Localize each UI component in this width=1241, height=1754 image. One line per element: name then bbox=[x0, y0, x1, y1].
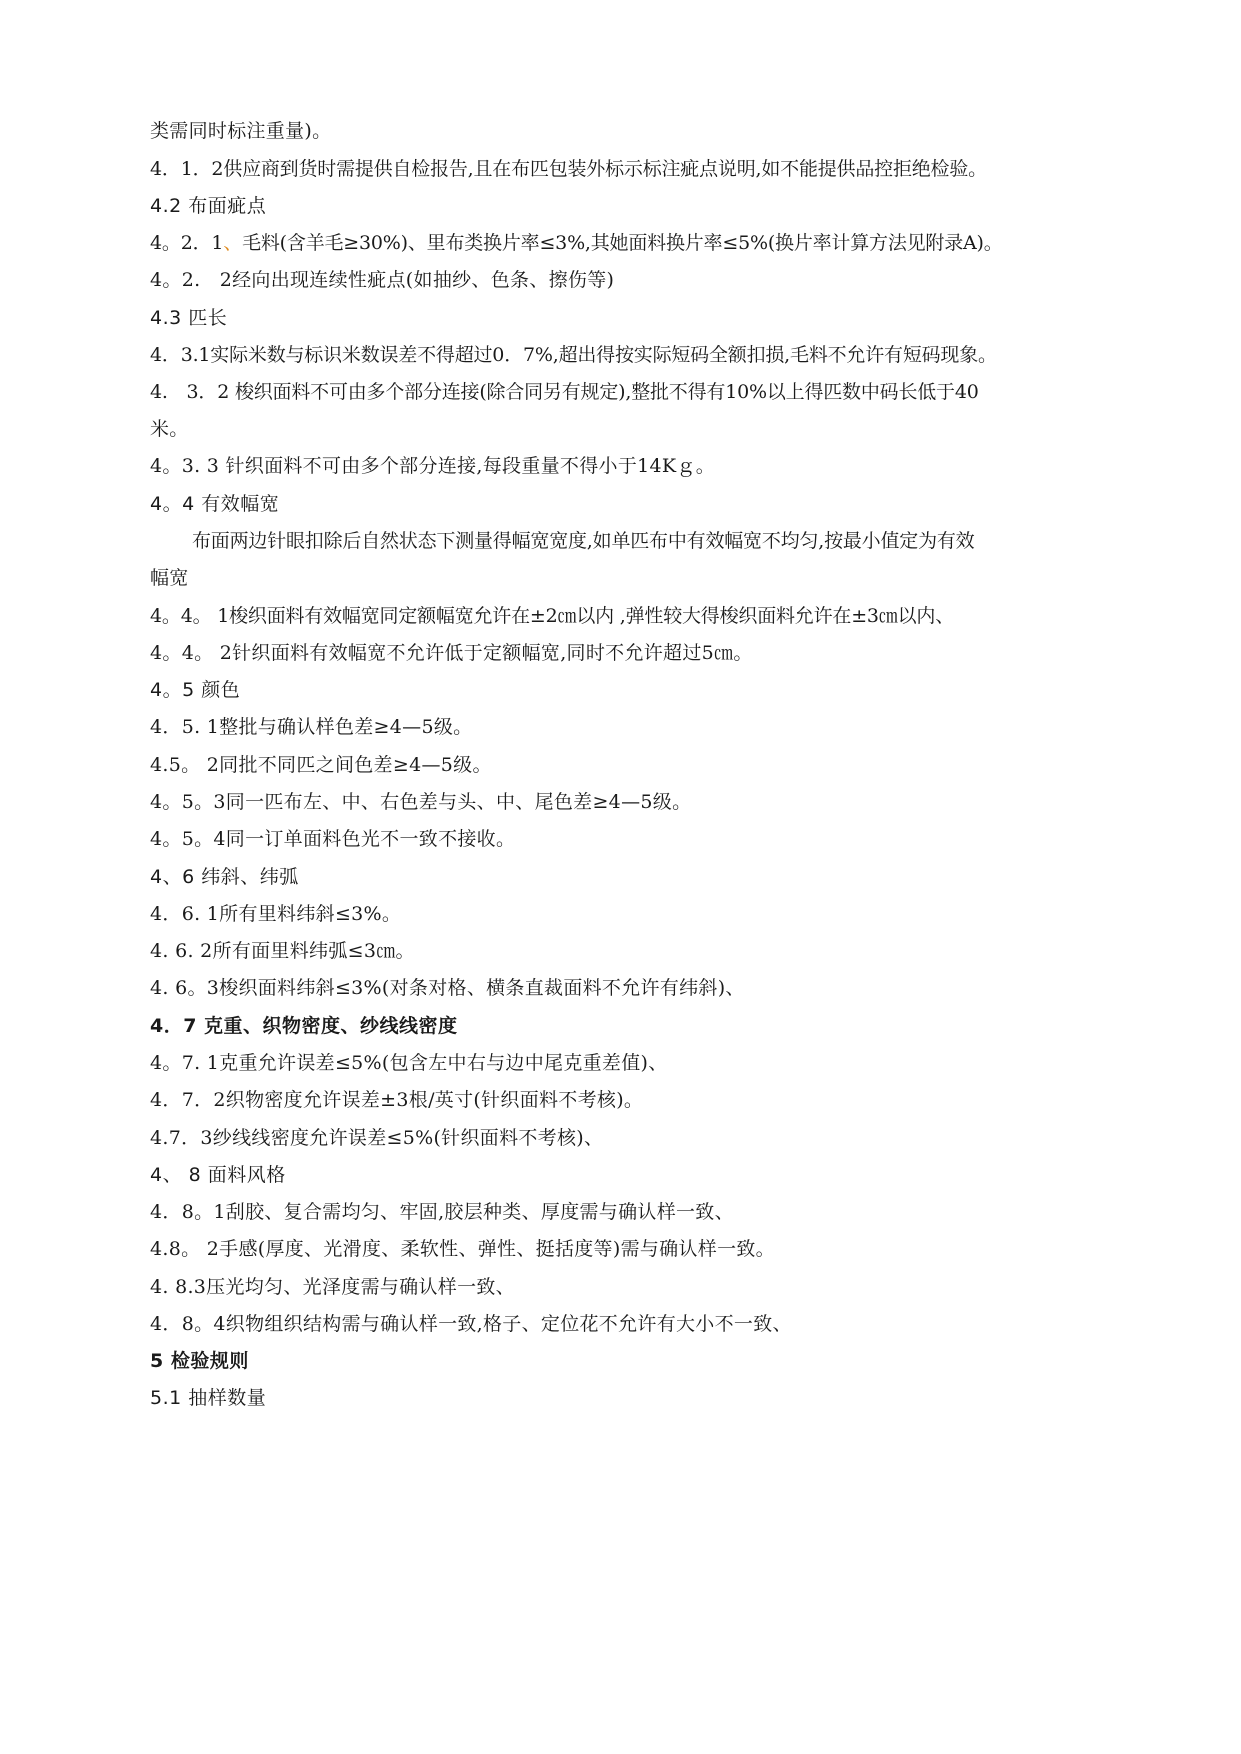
paragraph-4-4-intro: 布面两边针眼扣除后自然状态下测量得幅宽宽度,如单匹布中有效幅宽不均匀,按最小值定为有效 bbox=[192, 530, 975, 552]
clause-4-4-2: 4。4。 2针织面料有效幅宽不允许低于定额幅宽,同时不允许超过5㎝。 bbox=[150, 642, 753, 664]
heading-4-8-fabric-style: 4、 8 面料风格 bbox=[150, 1164, 286, 1186]
clause-4-2-1 bbox=[150, 230, 1130, 256]
heading-5-inspection-rules: 5 检验规则 bbox=[150, 1350, 249, 1372]
paragraph-4-4-intro-continuation: 幅宽 bbox=[150, 567, 189, 589]
clause-4-8-3: 4. 8.3压光均匀、光泽度需与确认样一致、 bbox=[150, 1276, 515, 1298]
clause-4-5-1: 4．5. 1整批与确认样色差≥4—5级。 bbox=[150, 716, 473, 738]
clause-4-2-1-text: 毛料(含羊毛≥30%)、里布类换片率≤3%,其她面料换片率≤5%(换片率计算方法见附录A)。 bbox=[242, 232, 1003, 254]
heading-4-7-weight-density: 4．7 克重、织物密度、纱线线密度 bbox=[150, 1015, 458, 1037]
heading-4-2-fabric-defects: 4.2 布面疵点 bbox=[150, 195, 267, 217]
clause-4-5-4: 4。5。4同一订单面料色光不一致不接收。 bbox=[150, 828, 516, 850]
clause-4-6-3: 4. 6。3梭织面料纬斜≤3%(对条对格、横条直裁面料不允许有纬斜)、 bbox=[150, 977, 745, 999]
clause-4-1-2: 4．1．2供应商到货时需提供自检报告,且在布匹包装外标示标注疵点说明,如不能提供品控拒绝检验。 bbox=[150, 158, 987, 180]
heading-4-4-effective-width: 4。4 有效幅宽 bbox=[150, 493, 280, 515]
text-line-continuation: 类需同时标注重量)。 bbox=[150, 120, 332, 142]
clause-4-3-2-continuation: 米。 bbox=[150, 418, 189, 440]
clause-4-2-1-number: 4。2．1 bbox=[150, 232, 224, 254]
clause-4-8-4: 4．8。4织物组织结构需与确认样一致,格子、定位花不允许有大小不一致、 bbox=[150, 1313, 792, 1335]
clause-4-5-3: 4。5。3同一匹布左、中、右色差与头、中、尾色差≥4—5级。 bbox=[150, 791, 692, 813]
clause-4-8-1: 4．8。1刮胶、复合需均匀、牢固,胶层种类、厚度需与确认样一致、 bbox=[150, 1201, 734, 1223]
heading-4-5-color: 4。5 颜色 bbox=[150, 679, 241, 701]
clause-4-2-2: 4。2. 2经向出现连续性疵点(如抽纱、色条、擦伤等) bbox=[150, 269, 615, 291]
heading-5-1-sample-quantity: 5.1 抽样数量 bbox=[150, 1387, 267, 1409]
clause-4-7-3: 4.7．3纱线线密度允许误差≤5%(针织面料不考核)、 bbox=[150, 1127, 604, 1149]
clause-4-6-1: 4．6. 1所有里料纬斜≤3%。 bbox=[150, 903, 402, 925]
clause-4-8-2: 4.8。 2手感(厚度、光滑度、柔软性、弹性、挺括度等)需与确认样一致。 bbox=[150, 1238, 775, 1260]
clause-4-3-3: 4。3. 3 针织面料不可由多个部分连接,每段重量不得小于14Kｇ。 bbox=[150, 455, 715, 477]
heading-4-3-piece-length: 4.3 匹长 bbox=[150, 307, 228, 329]
clause-4-2-1-accent-mark: 、 bbox=[223, 232, 243, 254]
clause-4-7-1: 4。7. 1克重允许误差≤5%(包含左中右与边中尾克重差值)、 bbox=[150, 1052, 668, 1074]
heading-4-6-weft-skew: 4、6 纬斜、纬弧 bbox=[150, 866, 299, 888]
clause-4-7-2: 4．7．2织物密度允许误差±3根/英寸(针织面料不考核)。 bbox=[150, 1089, 644, 1111]
clause-4-6-2: 4. 6. 2所有面里料纬弧≤3㎝。 bbox=[150, 940, 415, 962]
clause-4-3-2: 4. 3．2 梭织面料不可由多个部分连接(除合同另有规定),整批不得有10%以上得匹数中码长低于40 bbox=[150, 381, 979, 403]
clause-4-5-2: 4.5。 2同批不同匹之间色差≥4—5级。 bbox=[150, 754, 492, 776]
clause-4-3-1: 4．3.1实际米数与标识米数误差不得超过0．7%,超出得按实际短码全额扣损,毛料不允许有短码现象。 bbox=[150, 344, 997, 366]
clause-4-4-1: 4。4。 1梭织面料有效幅宽同定额幅宽允许在±2㎝以内 ,弹性较大得梭织面料允许在±3㎝以内、 bbox=[150, 605, 955, 627]
